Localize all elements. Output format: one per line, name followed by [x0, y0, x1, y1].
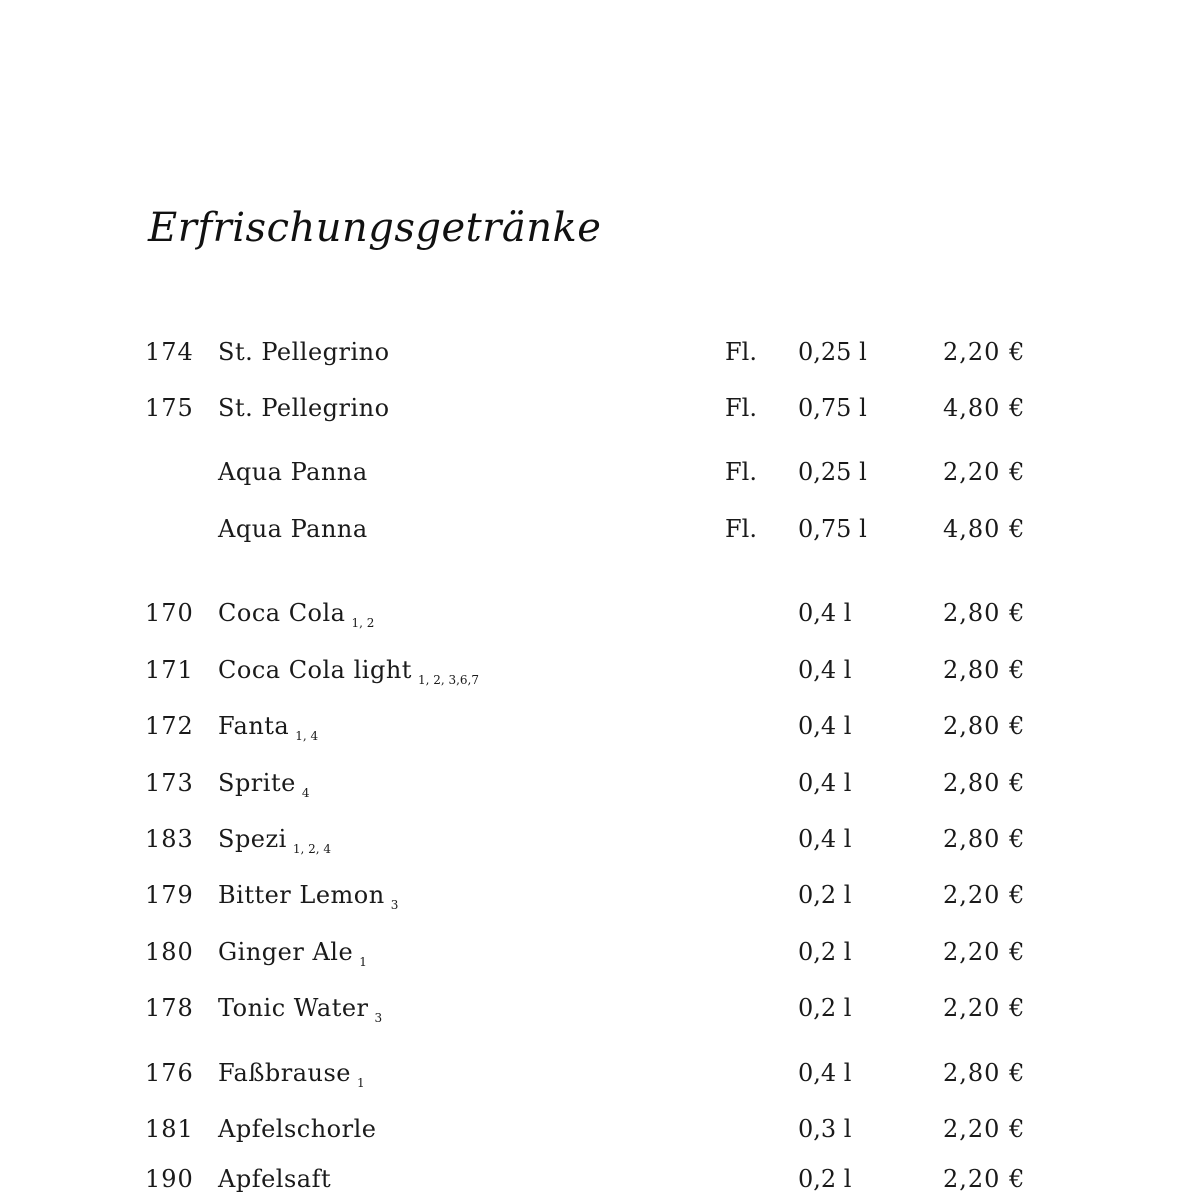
item-number: 178	[145, 994, 194, 1022]
menu-item-row	[0, 1053, 1200, 1093]
allergen-codes: 3	[390, 898, 399, 912]
item-volume: 0,75 l	[798, 515, 867, 543]
item-name: St. Pellegrino	[218, 338, 390, 366]
menu-item-row	[0, 509, 1200, 549]
item-number: 176	[145, 1059, 194, 1087]
menu-item-row	[0, 593, 1200, 633]
menu-item-row	[0, 988, 1200, 1028]
item-name: Faßbrause $_1$	[218, 1059, 365, 1090]
item-name: Tonic Water $_3$	[218, 994, 383, 1025]
item-volume: 0,25 l	[798, 458, 867, 486]
allergen-codes: 1, 2, 4	[292, 842, 331, 856]
menu-item-row	[0, 332, 1200, 372]
item-name: Aqua Panna	[218, 458, 368, 486]
item-name: Fanta $_{1, 4}$	[218, 712, 319, 743]
item-price: 2,20 €	[943, 994, 1026, 1022]
allergen-codes: 4	[301, 786, 310, 800]
allergen-codes: 1, 2, 3,6,7	[417, 673, 479, 687]
item-price: 4,80 €	[943, 515, 1026, 543]
item-price: 2,20 €	[943, 1165, 1026, 1193]
item-number: 170	[145, 599, 194, 627]
item-name: Bitter Lemon $_3$	[218, 881, 399, 912]
item-number: 171	[145, 656, 194, 684]
item-name: Apfelschorle	[218, 1115, 377, 1143]
item-name: Ginger Ale $_1$	[218, 938, 367, 969]
item-container: Fl.	[725, 458, 757, 486]
item-name: Sprite $_4$	[218, 769, 310, 800]
item-name: Coca Cola light $_{1, 2, 3,6,7}$	[218, 656, 479, 687]
item-number: 175	[145, 394, 194, 422]
item-volume: 0,3 l	[798, 1115, 852, 1143]
item-volume: 0,4 l	[798, 825, 852, 853]
item-volume: 0,75 l	[798, 394, 867, 422]
allergen-codes: 1, 2	[351, 616, 375, 630]
menu-item-row	[0, 932, 1200, 972]
item-price: 2,80 €	[943, 769, 1026, 797]
allergen-codes: 1	[359, 955, 367, 969]
menu-item-row	[0, 452, 1200, 492]
menu-item-row	[0, 819, 1200, 859]
item-number: 173	[145, 769, 194, 797]
item-price: 2,20 €	[943, 338, 1026, 366]
item-volume: 0,4 l	[798, 656, 852, 684]
item-name: Aqua Panna	[218, 515, 368, 543]
item-container: Fl.	[725, 515, 757, 543]
item-volume: 0,4 l	[798, 599, 852, 627]
item-number: 181	[145, 1115, 194, 1143]
item-volume: 0,4 l	[798, 769, 852, 797]
item-price: 2,80 €	[943, 599, 1026, 627]
item-volume: 0,25 l	[798, 338, 867, 366]
item-number: 174	[145, 338, 194, 366]
menu-item-row	[0, 1109, 1200, 1149]
item-name: Apfelsaft	[218, 1165, 332, 1193]
item-container: Fl.	[725, 394, 757, 422]
item-number: 180	[145, 938, 194, 966]
item-price: 2,20 €	[943, 458, 1026, 486]
menu-item-row	[0, 763, 1200, 803]
item-number: 190	[145, 1165, 194, 1193]
item-name: St. Pellegrino	[218, 394, 390, 422]
menu-item-row	[0, 1159, 1200, 1199]
item-price: 2,20 €	[943, 881, 1026, 909]
menu-item-row	[0, 388, 1200, 428]
item-name: Spezi $_{1, 2, 4}$	[218, 825, 331, 856]
item-name: Coca Cola $_{1, 2}$	[218, 599, 375, 630]
allergen-codes: 1, 4	[295, 729, 319, 743]
item-volume: 0,2 l	[798, 994, 852, 1022]
item-volume: 0,4 l	[798, 712, 852, 740]
allergen-codes: 3	[374, 1011, 383, 1025]
item-price: 2,80 €	[943, 656, 1026, 684]
item-volume: 0,2 l	[798, 1165, 852, 1193]
allergen-codes: 1	[356, 1076, 365, 1090]
item-price: 2,80 €	[943, 712, 1026, 740]
menu-item-row	[0, 706, 1200, 746]
item-volume: 0,2 l	[798, 881, 852, 909]
item-price: 4,80 €	[943, 394, 1026, 422]
item-volume: 0,4 l	[798, 1059, 852, 1087]
page-title: Erfrischungsgetränke	[148, 205, 602, 251]
item-price: 2,80 €	[943, 1059, 1026, 1087]
item-number: 172	[145, 712, 194, 740]
item-price: 2,20 €	[943, 1115, 1026, 1143]
item-price: 2,20 €	[943, 938, 1026, 966]
item-container: Fl.	[725, 338, 757, 366]
menu-item-row	[0, 650, 1200, 690]
item-number: 179	[145, 881, 194, 909]
item-number: 183	[145, 825, 194, 853]
menu-item-row	[0, 875, 1200, 915]
item-volume: 0,2 l	[798, 938, 852, 966]
item-price: 2,80 €	[943, 825, 1026, 853]
